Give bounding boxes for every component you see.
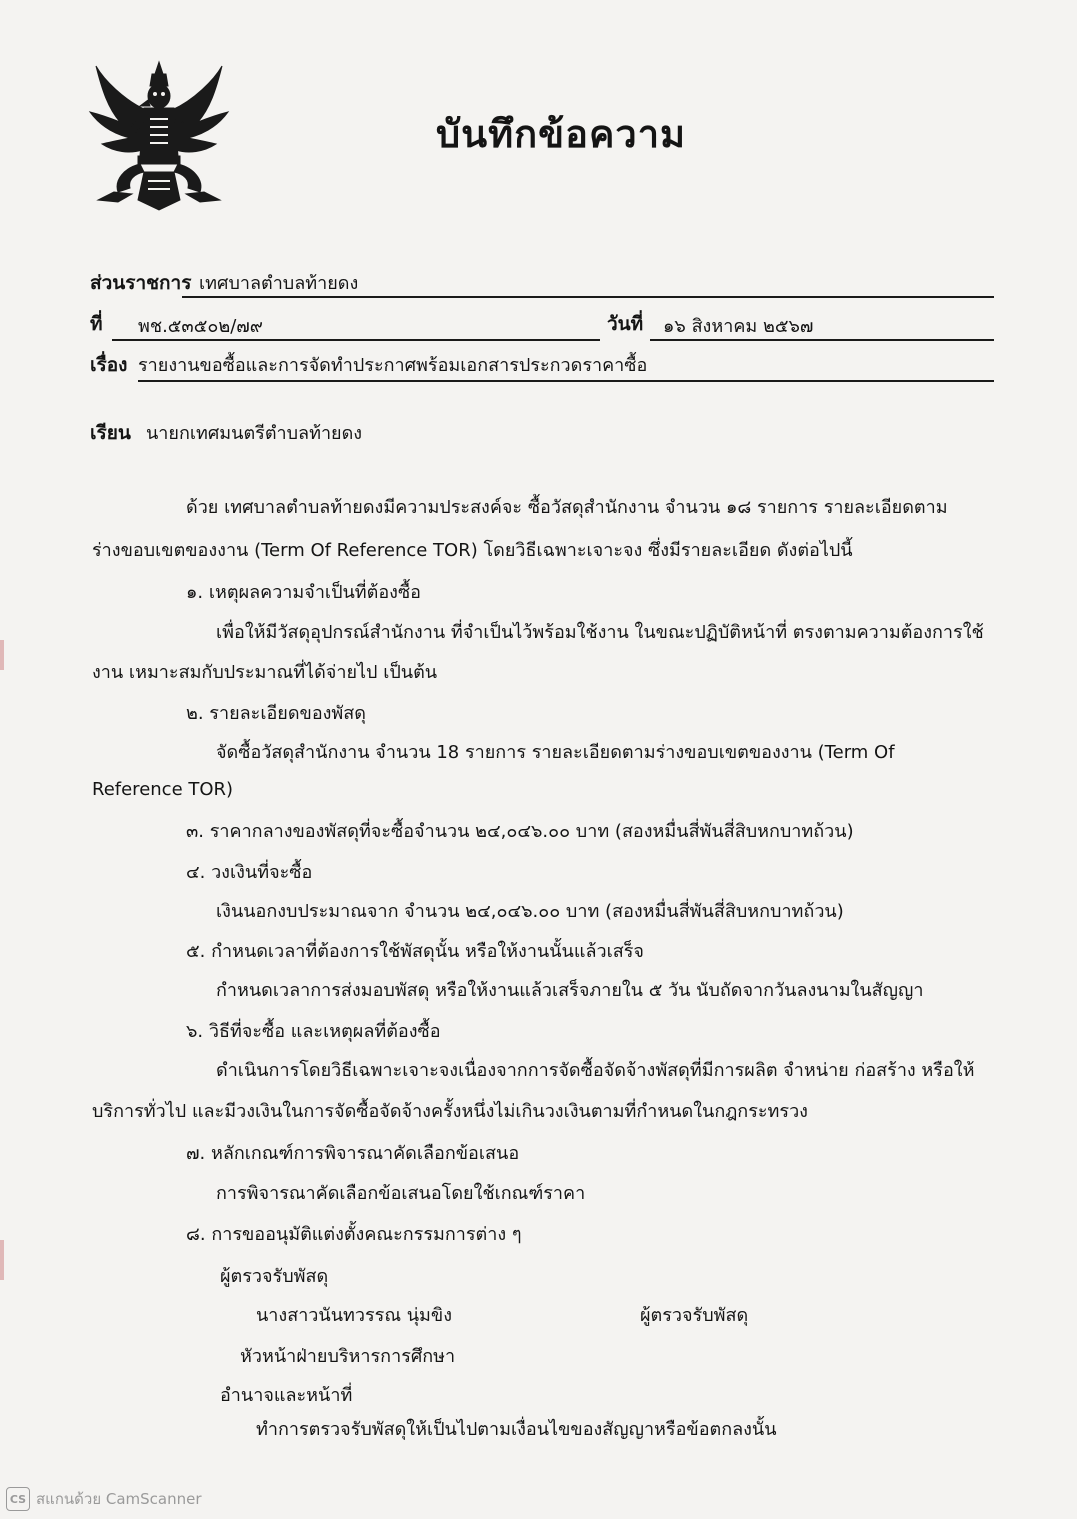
- subject-underline: [138, 380, 994, 382]
- section-2-text: Reference TOR): [92, 779, 234, 800]
- committee-member-position: หัวหน้าฝ่ายบริหารการศึกษา: [240, 1346, 456, 1367]
- section-7-heading: ๗. หลักเกณฑ์การพิจารณาคัดเลือกข้อเสนอ: [186, 1143, 520, 1164]
- scan-edge-mark: [0, 1240, 4, 1280]
- section-8-heading: ๘. การขออนุมัติแต่งตั้งคณะกรรมการต่าง ๆ: [186, 1224, 522, 1245]
- ref-underline: [112, 339, 600, 341]
- agency-value: เทศบาลตำบลท้ายดง: [199, 273, 359, 294]
- to-label: เรียน: [90, 422, 131, 444]
- section-2-heading: ๒. รายละเอียดของพัสดุ: [186, 703, 366, 724]
- intro-paragraph-line: ด้วย เทศบาลตำบลท้ายดงมีความประสงค์จะ ซื้อวัสดุสำนักงาน จำนวน ๑๘ รายการ รายละเอียดตาม: [186, 497, 948, 518]
- duty-label: อำนาจและหน้าที่: [220, 1385, 353, 1406]
- section-1-text: งาน เหมาะสมกับประมาณที่ได้จ่ายไป เป็นต้น: [92, 662, 438, 683]
- date-value: ๑๖ สิงหาคม ๒๕๖๗: [663, 316, 814, 337]
- camscanner-watermark: [6, 1487, 202, 1511]
- section-2-text: จัดซื้อวัสดุสำนักงาน จำนวน 18 รายการ รายละเอียดตามร่างขอบเขตของงาน (Term Of: [216, 742, 895, 763]
- subject-label: เรื่อง: [90, 354, 128, 376]
- section-3-heading: ๓. ราคากลางของพัสดุที่จะซื้อจำนวน ๒๔,๐๔๖.๐๐ บาท (สองหมื่นสี่พันสี่สิบหกบาทถ้วน): [186, 821, 854, 842]
- section-7-text: การพิจารณาคัดเลือกข้อเสนอโดยใช้เกณฑ์ราคา: [216, 1183, 586, 1204]
- section-5-heading: ๕. กำหนดเวลาที่ต้องการใช้พัสดุนั้น หรือให้งานนั้นแล้วเสร็จ: [186, 941, 644, 962]
- section-4-text: เงินนอกงบประมาณจาก จำนวน ๒๔,๐๔๖.๐๐ บาท (สองหมื่นสี่พันสี่สิบหกบาทถ้วน): [216, 901, 844, 922]
- duty-text: ทำการตรวจรับพัสดุให้เป็นไปตามเงื่อนไขของสัญญาหรือข้อตกลงนั้น: [256, 1419, 777, 1440]
- agency-label: ส่วนราชการ: [90, 272, 192, 294]
- committee-member-role: ผู้ตรวจรับพัสดุ: [640, 1305, 749, 1326]
- section-1-heading: ๑. เหตุผลความจำเป็นที่ต้องซื้อ: [186, 582, 421, 603]
- section-4-heading: ๔. วงเงินที่จะซื้อ: [186, 862, 313, 883]
- date-label: วันที่: [607, 313, 644, 335]
- garuda-emblem-icon: [84, 60, 234, 214]
- to-value: นายกเทศมนตรีตำบลท้ายดง: [146, 423, 363, 444]
- camscanner-logo-icon: CS: [6, 1487, 30, 1511]
- subject-value: รายงานขอซื้อและการจัดทำประกาศพร้อมเอกสารประกวดราคาซื้อ: [138, 355, 648, 376]
- agency-underline: [182, 296, 994, 298]
- document-title: บันทึกข้อความ: [436, 112, 687, 156]
- camscanner-text: สแกนด้วย CamScanner: [36, 1490, 202, 1508]
- section-6-text: ดำเนินการโดยวิธีเฉพาะเจาะจงเนื่องจากการจัดซื้อจัดจ้างพัสดุที่มีการผลิต จำหน่าย ก่อสร้าง หรือให้: [216, 1060, 975, 1081]
- section-5-text: กำหนดเวลาการส่งมอบพัสดุ หรือให้งานแล้วเสร็จภายใน ๕ วัน นับถัดจากวันลงนามในสัญญา: [216, 980, 924, 1001]
- section-6-text: บริการทั่วไป และมีวงเงินในการจัดซื้อจัดจ้างครั้งหนึ่งไม่เกินวงเงินตามที่กำหนดในกฎกระทรวง: [92, 1101, 808, 1122]
- committee-member-name: นางสาวนันทวรรณ นุ่มขิง: [256, 1305, 453, 1326]
- section-6-heading: ๖. วิธีที่จะซื้อ และเหตุผลที่ต้องซื้อ: [186, 1021, 441, 1042]
- section-1-text: เพื่อให้มีวัสดุอุปกรณ์สำนักงาน ที่จำเป็นไว้พร้อมใช้งาน ในขณะปฏิบัติหน้าที่ ตรงตามความต้องการใช้: [216, 622, 984, 643]
- ref-value: พช.๕๓๕๐๒/๗๙: [138, 316, 263, 337]
- date-underline: [650, 339, 994, 341]
- scan-edge-mark: [0, 640, 4, 670]
- intro-paragraph-line: ร่างขอบเขตของงาน (Term Of Reference TOR) โดยวิธีเฉพาะเจาะจง ซึ่งมีรายละเอียด ดังต่อไปนี้: [92, 540, 853, 561]
- ref-label: ที่: [90, 313, 103, 335]
- section-8-subheading: ผู้ตรวจรับพัสดุ: [220, 1266, 329, 1287]
